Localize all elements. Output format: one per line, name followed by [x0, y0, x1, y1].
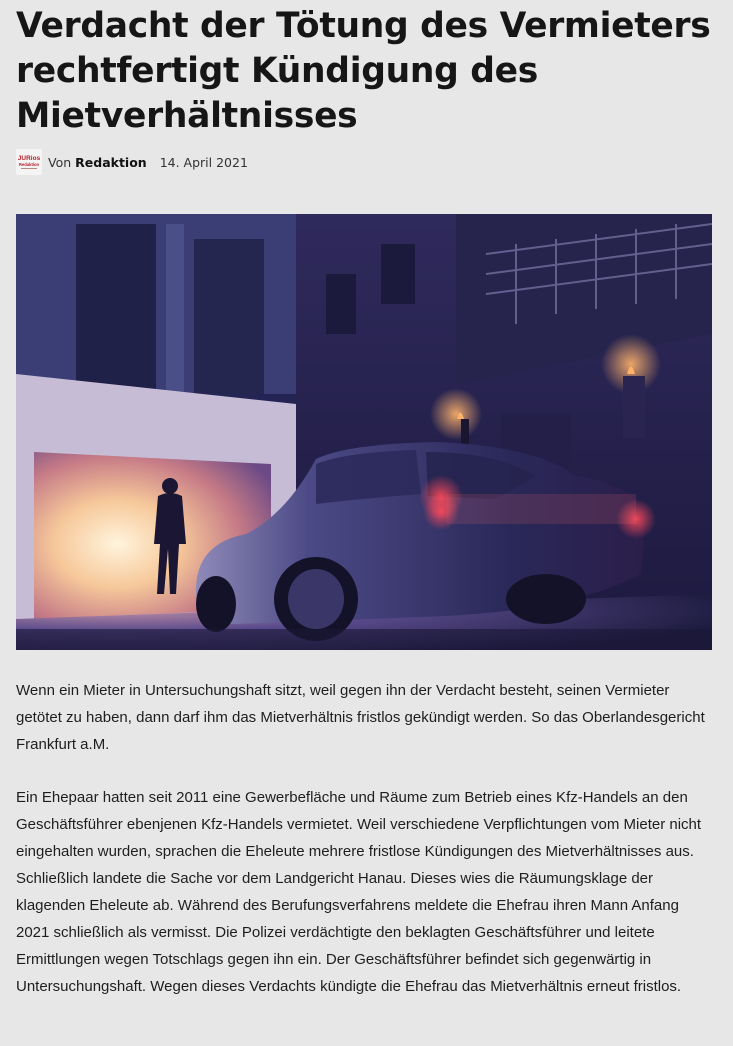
article-meta — [16, 147, 248, 177]
hero-image — [16, 214, 712, 650]
avatar-brand-text: JURios — [17, 155, 41, 162]
avatar-sub-text: Redaktion — [18, 162, 40, 167]
publish-date: 14. April 2021 — [159, 154, 248, 170]
article — [16, 0, 713, 995]
paragraph-intro: Wenn ein Mieter in Untersuchungshaft sitzt, weil gegen ihn der Verdacht besteht, seinen Vermieter getötet zu haben, dann darf ihm das Mietverhältnis fristlos gekündigt werden. So das Oberlandesgericht Frankfurt a.M. — [16, 682, 705, 753]
author-link[interactable]: Redaktion — [75, 154, 147, 170]
author-avatar[interactable] — [16, 149, 42, 175]
article-body — [16, 677, 716, 1026]
paragraph-facts: Ein Ehepaar hatten seit 2011 eine Gewerbefläche und Räume zum Betrieb eines Kfz-Handels an den Geschäftsführer ebenjenen Kfz-Handels vermietet. Weil verschiedene Verpflichtungen vom Mieter nicht eingehalten wurden, sprachen die Eheleute mehrere fristlose Kündigungen des Mietverhältnisses aus. Schließlich landete die Sache vor dem Landgericht Hanau. Dieses wies die Räumungsklage der klagenden Eheleute ab. Während des Berufungsverfahrens meldete die Ehefrau ihren Mann Anfang 2021 schließlich als vermisst. Die Polizei verdächtigte den beklagten Geschäftsführer und leitete Ermittlungen wegen Totschlags gegen ihn ein. Der Geschäftsführer befindet sich gegenwärtig in Untersuchungshaft. Wegen dieses Verdachts kündigte die Ehefrau das Mietverhältnis erneut fristlos. — [16, 789, 702, 995]
avatar-underline — [21, 168, 37, 169]
article-title: Verdacht der Tötung des Vermieters rechtfertigt Kündigung des Mietverhältnisses — [16, 6, 711, 136]
byline-label: Von — [48, 154, 72, 170]
